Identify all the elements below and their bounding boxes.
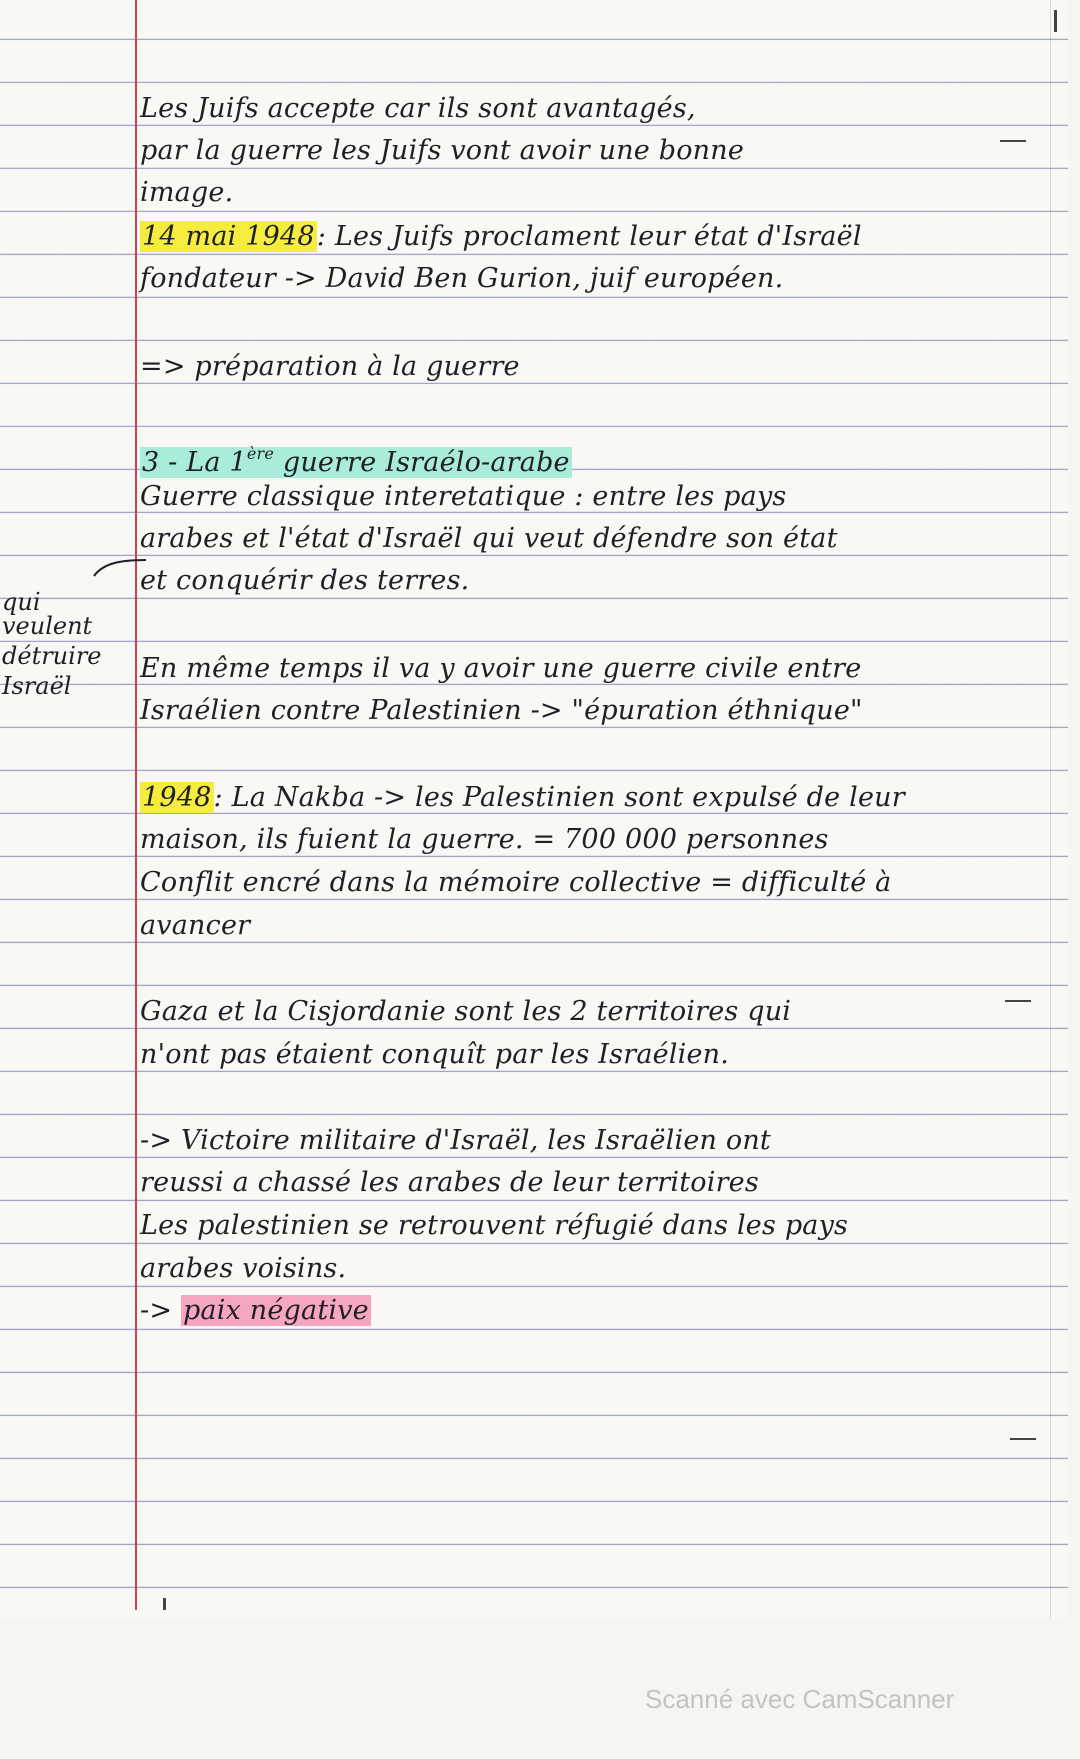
note-line: reussi a chassé les arabes de leur territoires <box>140 1167 759 1198</box>
margin-note-line: qui <box>2 588 41 616</box>
margin-note-line: détruire <box>2 642 102 670</box>
note-text: : La Nakba -> les Palestinien sont expulsé de leur <box>213 782 905 813</box>
note-line: Gaza et la Cisjordanie sont les 2 territoires qui <box>140 996 792 1027</box>
note-line: maison, ils fuient la guerre. = 700 000 personnes <box>140 824 829 855</box>
note-line: image. <box>140 177 234 208</box>
pen-mark <box>163 1598 166 1610</box>
pen-mark <box>1000 140 1026 142</box>
note-line: Israélien contre Palestinien -> "épuration éthnique" <box>140 695 863 726</box>
margin-note-line: veulent <box>2 612 93 640</box>
note-line-nakba <box>140 781 905 815</box>
note-line: fondateur -> David Ben Gurion, juif européen. <box>140 263 784 294</box>
note-text: : Les Juifs proclament leur état d'Israël <box>316 221 862 252</box>
margin-rule <box>135 0 137 1610</box>
note-line-proclamation <box>140 220 862 254</box>
pen-mark <box>1010 1438 1036 1440</box>
note-line: arabes et l'état d'Israël qui veut défendre son état <box>140 523 838 554</box>
page-edge <box>1050 0 1051 1618</box>
section-highlight <box>140 444 572 478</box>
note-line: => préparation à la guerre <box>140 351 520 382</box>
pen-mark <box>1054 10 1057 32</box>
note-line: et conquérir des terres. <box>140 565 470 596</box>
note-line: -> Victoire militaire d'Israël, les Israëlien ont <box>140 1125 771 1156</box>
margin-arrow-icon <box>90 556 150 582</box>
note-line: Guerre classique interetatique : entre les pays <box>140 481 787 512</box>
pen-mark <box>1005 1000 1031 1002</box>
conclusion-highlight: paix négative <box>182 1295 369 1326</box>
scanner-watermark: Scanné avec CamScanner <box>645 1684 955 1714</box>
section-heading <box>140 437 572 480</box>
note-line: Les Juifs accepte car ils sont avantagés, <box>140 93 696 124</box>
note-line: Les palestinien se retrouvent réfugié dans les pays <box>140 1210 849 1241</box>
note-line-conclusion <box>140 1294 371 1328</box>
section-title: guerre Israélo-arabe <box>274 447 570 478</box>
arrow-text: -> <box>140 1295 173 1326</box>
date-highlight: 14 mai 1948 <box>142 221 315 252</box>
note-line: Conflit encré dans la mémoire collective = difficulté à <box>140 867 892 898</box>
section-number: 3 - La 1 <box>142 447 247 478</box>
note-line: avancer <box>140 910 251 941</box>
section-superscript: ère <box>246 444 275 463</box>
note-line: n'ont pas étaient conquît par les Israélien. <box>140 1039 730 1070</box>
note-line: par la guerre les Juifs vont avoir une bonne <box>140 135 745 166</box>
note-line: arabes voisins. <box>140 1253 347 1284</box>
margin-note-line: Israël <box>2 672 72 700</box>
note-line: En même temps il va y avoir une guerre civile entre <box>140 653 862 684</box>
date-highlight: 1948 <box>142 782 212 813</box>
